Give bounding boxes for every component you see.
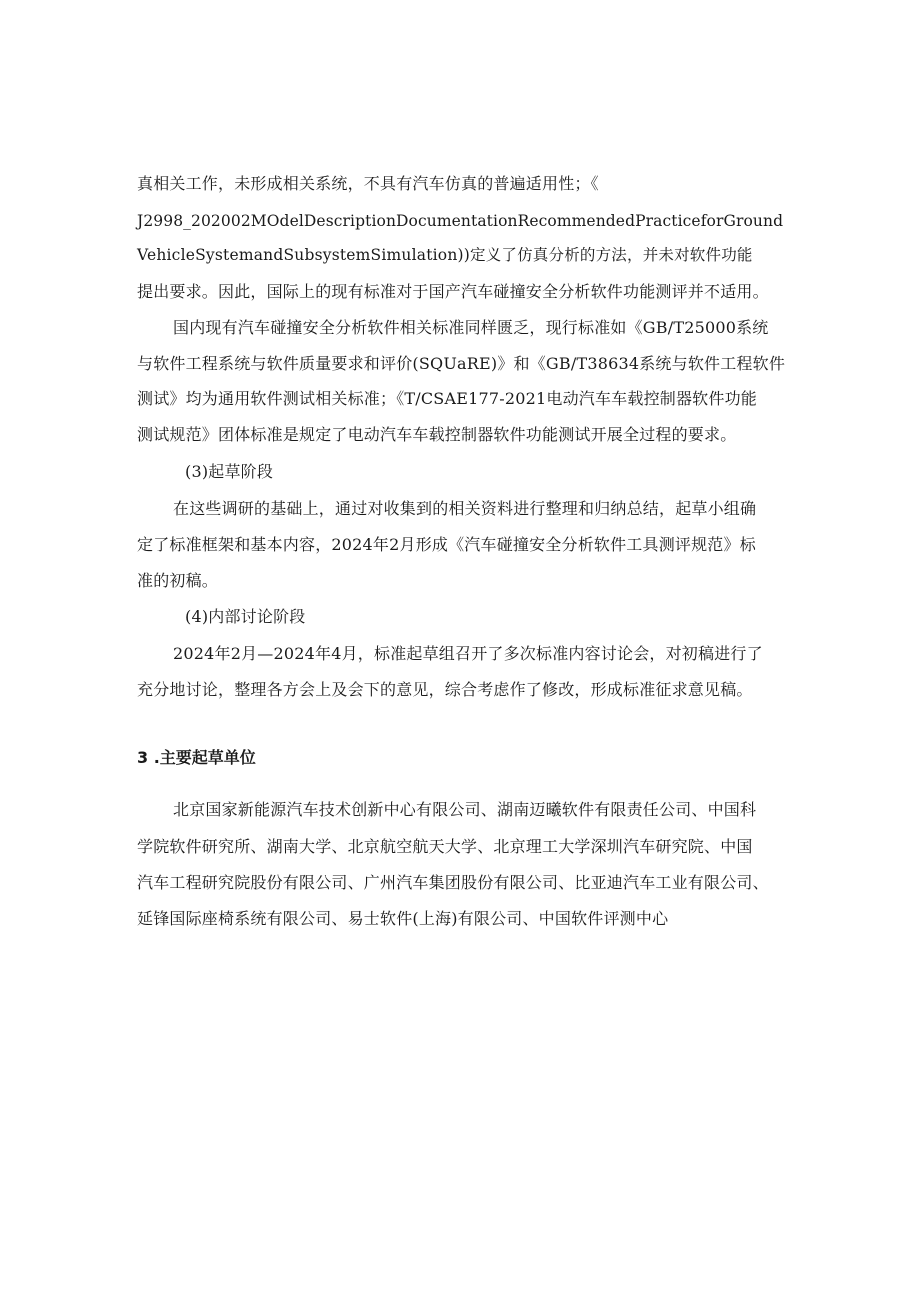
subheading-drafting-stage: (3)起草阶段 [185,462,274,481]
section-3-heading: 3 .主要起草单位 [137,748,256,767]
paragraph-5-line-4: 延锋国际座椅系统有限公司、易士软件(上海)有限公司、中国软件评测中心 [137,909,669,928]
paragraph-5-line-3: 汽车工程研究院股份有限公司、广州汽车集团股份有限公司、比亚迪汽车工业有限公司、 [137,873,769,892]
paragraph-2-line-3: 测试》均为通用软件测试相关标准；《T/CSAE177-2021电动汽车车载控制器软件功能 [137,389,757,408]
paragraph-3-line-3: 准的初稿。 [137,571,219,590]
paragraph-3-line-2: 定了标准框架和基本内容，2024年2月形成《汽车碰撞安全分析软件工具测评规范》标 [137,535,756,554]
paragraph-2-line-2: 与软件工程系统与软件质量要求和评价(SQUaRE)》和《GB/T38634系统与软件工程软件 [137,354,786,373]
paragraph-2-line-1: 国内现有汽车碰撞安全分析软件相关标准同样匮乏，现行标准如《GB/T25000系统 [173,318,769,337]
paragraph-4-line-2: 充分地讨论，整理各方会上及会下的意见，综合考虑作了修改，形成标准征求意见稿。 [137,680,753,699]
paragraph-4-line-1: 2024年2月—2024年4月，标准起草组召开了多次标准内容讨论会，对初稿进行了 [173,644,763,663]
paragraph-1-line-2: J2998_202002MOdelDescriptionDocumentationRecommendedPracticeforGround [137,212,784,230]
paragraph-1-line-4: 提出要求。因此，国际上的现有标准对于国产汽车碰撞安全分析软件功能测评并不适用。 [137,282,769,301]
paragraph-1-line-1: 真相关工作，未形成相关系统，不具有汽车仿真的普遍适用性；《 [137,174,599,193]
paragraph-2-line-4: 测试规范》团体标准是规定了电动汽车车载控制器软件功能测试开展全过程的要求。 [137,425,737,444]
paragraph-1-line-3: VehicleSystemandSubsystemSimulation))定义了仿真分析的方法，并未对软件功能 [137,246,753,264]
paragraph-3-line-1: 在这些调研的基础上，通过对收集到的相关资料进行整理和归纳总结，起草小组确 [173,499,757,518]
paragraph-5-line-1: 北京国家新能源汽车技术创新中心有限公司、湖南迈曦软件有限责任公司、中国科 [173,800,757,819]
paragraph-5-line-2: 学院软件研究所、湖南大学、北京航空航天大学、北京理工大学深圳汽车研究院、中国 [137,837,753,856]
subheading-internal-discussion: (4)内部讨论阶段 [185,607,306,626]
